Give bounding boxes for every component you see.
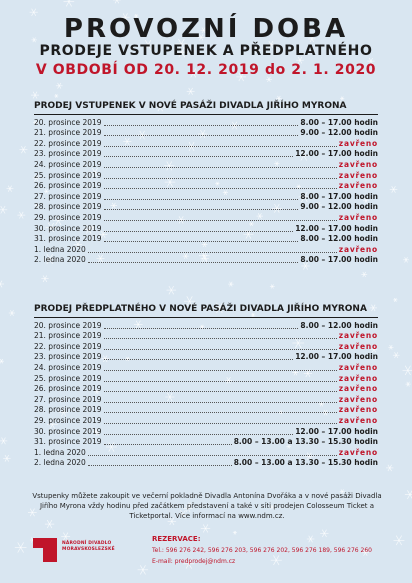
ticket-schedule-hours: 12.00 – 17.00 hodin <box>295 223 378 233</box>
dot-leader <box>104 328 299 329</box>
subscription-schedule-date: 23. prosince 2019 <box>34 352 102 362</box>
dot-leader <box>104 220 337 221</box>
subscription-schedule-closed-label: zavřeno <box>338 362 378 372</box>
ticket-schedule-date: 2. ledna 2020 <box>34 255 86 265</box>
ticket-schedule-date: 26. prosince 2019 <box>34 181 102 191</box>
subscription-schedule-date: 28. prosince 2019 <box>34 405 102 415</box>
subscription-schedule-hours: 8.00 – 12.00 hodin <box>300 320 378 330</box>
ticket-schedule-row <box>34 191 378 202</box>
subscription-schedule-row <box>34 341 378 352</box>
ndm-logo-icon <box>33 535 59 565</box>
dot-leader <box>104 423 337 424</box>
subscription-schedule-row <box>34 352 378 363</box>
subscription-schedule-row <box>34 384 378 395</box>
subscription-schedule-date: 26. prosince 2019 <box>34 384 102 394</box>
ticket-schedule-row <box>34 255 378 266</box>
dot-leader <box>104 156 294 157</box>
dot-leader <box>88 455 337 456</box>
dot-leader <box>104 178 337 179</box>
ticket-schedule-hours: 8.00 – 17.00 hodin <box>300 117 378 127</box>
ticket-schedule-row <box>34 223 378 234</box>
ticket-schedule-row <box>34 244 378 255</box>
subscription-schedule-date: 20. prosince 2019 <box>34 320 102 330</box>
dot-leader <box>104 359 294 360</box>
dot-leader <box>88 252 337 253</box>
subscription-schedule-row <box>34 394 378 405</box>
dot-leader <box>104 381 337 382</box>
dot-leader <box>104 135 299 136</box>
subscription-schedule-row <box>34 362 378 373</box>
dot-leader <box>104 199 299 200</box>
reservation-email: E-mail: predprodej@ndm.cz <box>152 558 236 565</box>
dot-leader <box>104 188 337 189</box>
ticket-schedule-date: 20. prosince 2019 <box>34 117 102 127</box>
ticket-schedule-date: 22. prosince 2019 <box>34 138 102 148</box>
dot-leader <box>88 262 299 263</box>
subscription-schedule-date: 24. prosince 2019 <box>34 362 102 372</box>
ticket-schedule-row <box>34 181 378 192</box>
ticket-schedule-row <box>34 138 378 149</box>
tickets-section-divider <box>34 114 378 115</box>
theatre-logo <box>33 535 145 565</box>
ticket-schedule-closed-label: zavřeno <box>338 170 378 180</box>
subscription-schedule-hours: 12.00 – 17.00 hodin <box>295 352 378 362</box>
ticket-schedule-row <box>34 170 378 181</box>
ticket-schedule-date: 1. ledna 2020 <box>34 244 86 254</box>
subscription-schedule-row <box>34 447 378 458</box>
subscription-schedule-date: 1. ledna 2020 <box>34 447 86 457</box>
ticket-schedule-row <box>34 149 378 160</box>
ticket-schedule-date: 23. prosince 2019 <box>34 149 102 159</box>
dot-leader <box>104 146 337 147</box>
dot-leader <box>104 402 337 403</box>
ticket-schedule-hours: 9.00 – 12.00 hodin <box>300 128 378 138</box>
ticket-schedule-date: 25. prosince 2019 <box>34 170 102 180</box>
dot-leader <box>104 349 337 350</box>
subscription-schedule-date: 25. prosince 2019 <box>34 373 102 383</box>
ticket-schedule-hours: 8.00 – 12.00 hodin <box>300 234 378 244</box>
subscription-schedule-row <box>34 426 378 437</box>
subscription-schedule-date: 27. prosince 2019 <box>34 394 102 404</box>
ticket-schedule-closed-label: zavřeno <box>338 212 378 222</box>
dot-leader <box>104 231 294 232</box>
subscription-schedule-closed-label: zavřeno <box>338 341 378 351</box>
subscription-schedule-closed-label: zavřeno <box>338 373 378 383</box>
subscription-schedule-date: 31. prosince 2019 <box>34 437 102 447</box>
subscription-schedule-closed-label: zavřeno <box>338 394 378 404</box>
subscription-schedule-hours: 8.00 – 13.00 a 13.30 – 15.30 hodin <box>233 437 378 447</box>
ticket-schedule-date: 30. prosince 2019 <box>34 223 102 233</box>
dot-leader <box>104 391 337 392</box>
ticket-schedule-date: 27. prosince 2019 <box>34 191 102 201</box>
subscriptions-section-heading: PRODEJ PŘEDPLATNÉHO V NOVÉ PASÁŽI DIVADLA JIŘÍHO MYRONA <box>34 304 367 314</box>
subscription-schedule-closed-label: zavřeno <box>338 415 378 425</box>
subscription-schedule-row <box>34 458 378 469</box>
tickets-schedule-list <box>34 117 378 265</box>
subscription-schedule-row <box>34 331 378 342</box>
ticket-schedule-date: 29. prosince 2019 <box>34 212 102 222</box>
poster-title: PROVOZNÍ DOBA <box>63 14 349 44</box>
subscription-schedule-date: 29. prosince 2019 <box>34 415 102 425</box>
ticket-schedule-row <box>34 202 378 213</box>
subscription-schedule-row <box>34 373 378 384</box>
ticket-schedule-row <box>34 159 378 170</box>
reservation-phones: Tel.: 596 276 242, 596 276 203, 596 276 202, 596 276 189, 596 276 260 <box>152 547 372 554</box>
ticket-schedule-closed-label: zavřeno <box>338 159 378 169</box>
subscription-schedule-row <box>34 415 378 426</box>
dot-leader <box>104 241 299 242</box>
subscription-schedule-closed-label: zavřeno <box>338 405 378 415</box>
subscriptions-schedule-list <box>34 320 378 468</box>
dot-leader <box>104 444 232 445</box>
ticket-schedule-hours: 9.00 – 12.00 hodin <box>300 202 378 212</box>
subscription-schedule-row <box>34 320 378 331</box>
subscription-schedule-hours: 8.00 – 13.00 a 13.30 – 15.30 hodin <box>233 458 378 468</box>
ticket-schedule-date: 21. prosince 2019 <box>34 128 102 138</box>
dot-leader <box>88 465 232 466</box>
subscription-schedule-date: 2. ledna 2020 <box>34 458 86 468</box>
subscription-schedule-date: 30. prosince 2019 <box>34 426 102 436</box>
ticket-schedule-row <box>34 234 378 245</box>
subscription-schedule-date: 21. prosince 2019 <box>34 331 102 341</box>
logo-text-line1: NÁRODNÍ DIVADLO <box>62 541 112 546</box>
poster-subtitle: PRODEJE VSTUPENEK A PŘEDPLATNÉHO <box>39 43 373 59</box>
ticket-schedule-closed-label: zavřeno <box>338 138 378 148</box>
dot-leader <box>104 434 294 435</box>
tickets-section-heading: PRODEJ VSTUPENEK V NOVÉ PASÁŽI DIVADLA JIŘÍHO MYRONA <box>34 101 347 111</box>
ticket-schedule-hours: 8.00 – 17.00 hodin <box>300 191 378 201</box>
dot-leader <box>104 412 337 413</box>
subscription-schedule-closed-label: zavřeno <box>338 331 378 341</box>
ticket-schedule-row <box>34 212 378 223</box>
ticket-schedule-hours: 12.00 – 17.00 hodin <box>295 149 378 159</box>
poster-period: V OBDOBÍ OD 20. 12. 2019 do 2. 1. 2020 <box>35 62 377 78</box>
ticket-schedule-date: 31. prosince 2019 <box>34 234 102 244</box>
dot-leader <box>104 370 337 371</box>
reservation-label: REZERVACE: <box>152 535 201 543</box>
dot-leader <box>104 167 337 168</box>
ticket-schedule-row <box>34 128 378 139</box>
dot-leader <box>104 209 299 210</box>
logo-text-line2: MORAVSKOSLEZSKÉ <box>62 547 115 552</box>
ticket-schedule-closed-label: zavřeno <box>338 181 378 191</box>
ticket-schedule-date: 24. prosince 2019 <box>34 159 102 169</box>
subscription-schedule-date: 22. prosince 2019 <box>34 341 102 351</box>
ticket-schedule-row <box>34 117 378 128</box>
ticket-schedule-hours: 8.00 – 17.00 hodin <box>300 255 378 265</box>
dot-leader <box>104 125 299 126</box>
subscription-schedule-hours: 12.00 – 17.00 hodin <box>295 426 378 436</box>
subscriptions-section-divider <box>34 317 378 318</box>
subscription-schedule-row <box>34 405 378 416</box>
dot-leader <box>104 338 337 339</box>
ticket-schedule-date: 28. prosince 2019 <box>34 202 102 212</box>
subscription-schedule-closed-label: zavřeno <box>338 384 378 394</box>
ticket-schedule-closed-label: zavřeno <box>338 244 378 254</box>
footer-note: Vstupenky můžete zakoupit ve večerní pokladně Divadla Antonína Dvořáka a v nové pasáži Divadla Jiřího Myrona vždy hodinu před začátkem představení a také v síti prodejen Colosseum Ticket a Ticketportal. Více informací na www.ndm.cz. <box>32 492 382 520</box>
subscription-schedule-row <box>34 437 378 448</box>
subscription-schedule-closed-label: zavřeno <box>338 447 378 457</box>
